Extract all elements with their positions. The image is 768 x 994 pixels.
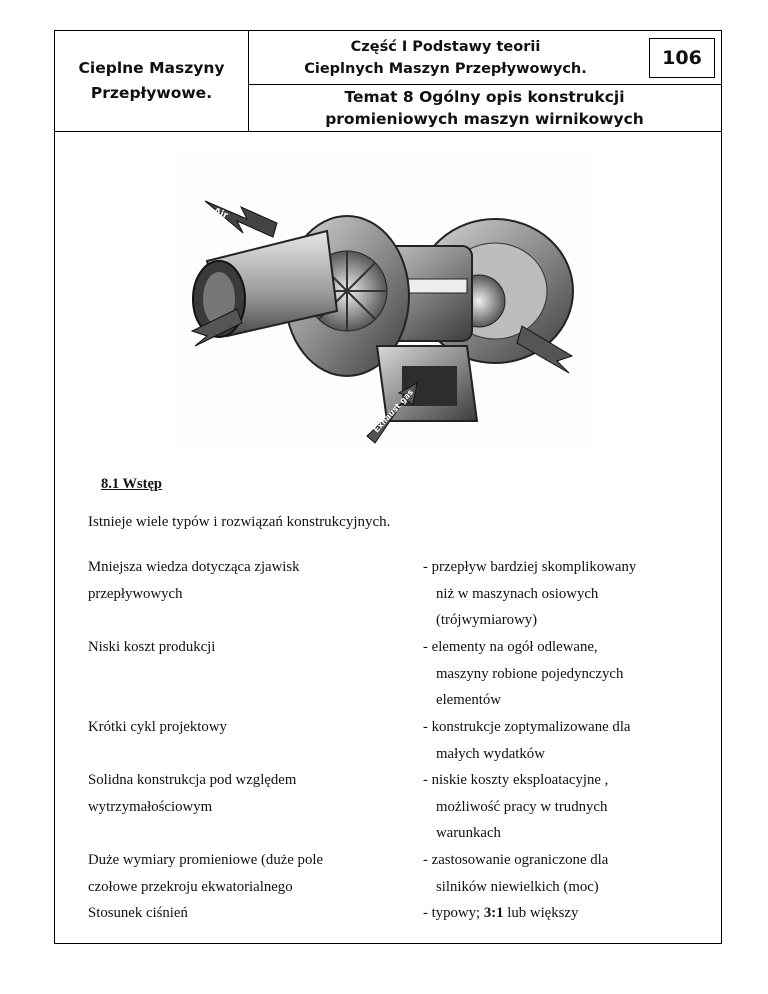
page-frame [54, 30, 722, 944]
exhaust-label: Exhaust gas [371, 387, 416, 435]
row-5-right-line1: - zastosowanie ograniczone dla [423, 852, 609, 868]
section-title: 8.1 Wstęp [101, 476, 162, 492]
part-cell [248, 31, 721, 85]
row-4-right [423, 767, 608, 847]
row-1-left-line2: przepływowych [88, 585, 183, 602]
row-3-right-line2: małych wydatków [436, 745, 545, 762]
row-2-left [88, 634, 215, 661]
page-number: 106 [649, 38, 715, 78]
part-title-line2: Cieplnych Maszyn Przepływowych. [304, 60, 587, 77]
row-6-left-line1: Stosunek ciśnień [88, 905, 188, 921]
pressure-ratio-value: 3:1 [483, 905, 504, 921]
row-4-right-line2: możliwość pracy w trudnych [436, 798, 608, 815]
row-5-left-line2: czołowe przekroju ekwatorialnego [88, 878, 293, 895]
row-3-right [423, 714, 631, 767]
row-5-left [88, 847, 323, 900]
row-5-left-line1: Duże wymiary promieniowe (duże pole [88, 852, 324, 868]
course-title-line2: Przepływowe. [90, 84, 213, 102]
air-label: Air [211, 206, 230, 222]
row-2-right-line3: elementów [436, 692, 501, 708]
row-1-left [88, 554, 300, 607]
row-4-left [88, 767, 296, 820]
row-2-right-line2: maszyny robione pojedynczych [436, 665, 624, 682]
row-4-left-line1: Solidna konstrukcja pod względem [88, 772, 297, 788]
row-1-left-line1: Mniejsza wiedza dotycząca zjawisk [88, 559, 300, 575]
row-6-right-prefix: - typowy; [423, 905, 481, 921]
row-2-left-line1: Niski koszt produkcji [88, 639, 216, 655]
row-2-right [423, 634, 623, 714]
row-4-right-line3: warunkach [436, 825, 501, 841]
course-title [55, 31, 249, 131]
row-1-right [423, 554, 636, 634]
topic-title [248, 84, 721, 131]
row-2-right-line1: - elementy na ogół odlewane, [423, 639, 598, 655]
row-1-right-line2: niż w maszynach osiowych [436, 585, 599, 602]
row-1-right-line3: (trójwymiarowy) [436, 612, 538, 628]
turbocharger-figure [177, 151, 593, 447]
topic-title-line1: Temat 8 Ogólny opis konstrukcji [344, 87, 625, 106]
part-title-line1: Część I Podstawy teorii [350, 38, 541, 55]
topic-title-line2: promieniowych maszyn wirnikowych [325, 109, 644, 128]
row-3-right-line1: - konstrukcje zoptymalizowane dla [423, 719, 631, 735]
part-title [248, 31, 643, 84]
row-6-right [423, 900, 578, 927]
row-6-right-suffix: lub większy [507, 905, 579, 921]
intro-text: Istnieje wiele typów i rozwiązań konstrukcyjnych. [88, 514, 391, 530]
course-title-line1: Cieplne Maszyny [78, 59, 225, 77]
row-5-right [423, 847, 608, 900]
row-4-left-line2: wytrzymałościowym [88, 798, 213, 815]
row-5-right-line2: silników niewielkich (moc) [436, 878, 599, 895]
header-table [55, 31, 721, 132]
row-6-left [88, 900, 188, 927]
row-1-right-line1: - przepływ bardziej skomplikowany [423, 559, 637, 575]
row-3-left [88, 714, 227, 741]
row-3-left-line1: Krótki cykl projektowy [88, 719, 227, 735]
row-4-right-line1: - niskie koszty eksploatacyjne , [423, 772, 609, 788]
